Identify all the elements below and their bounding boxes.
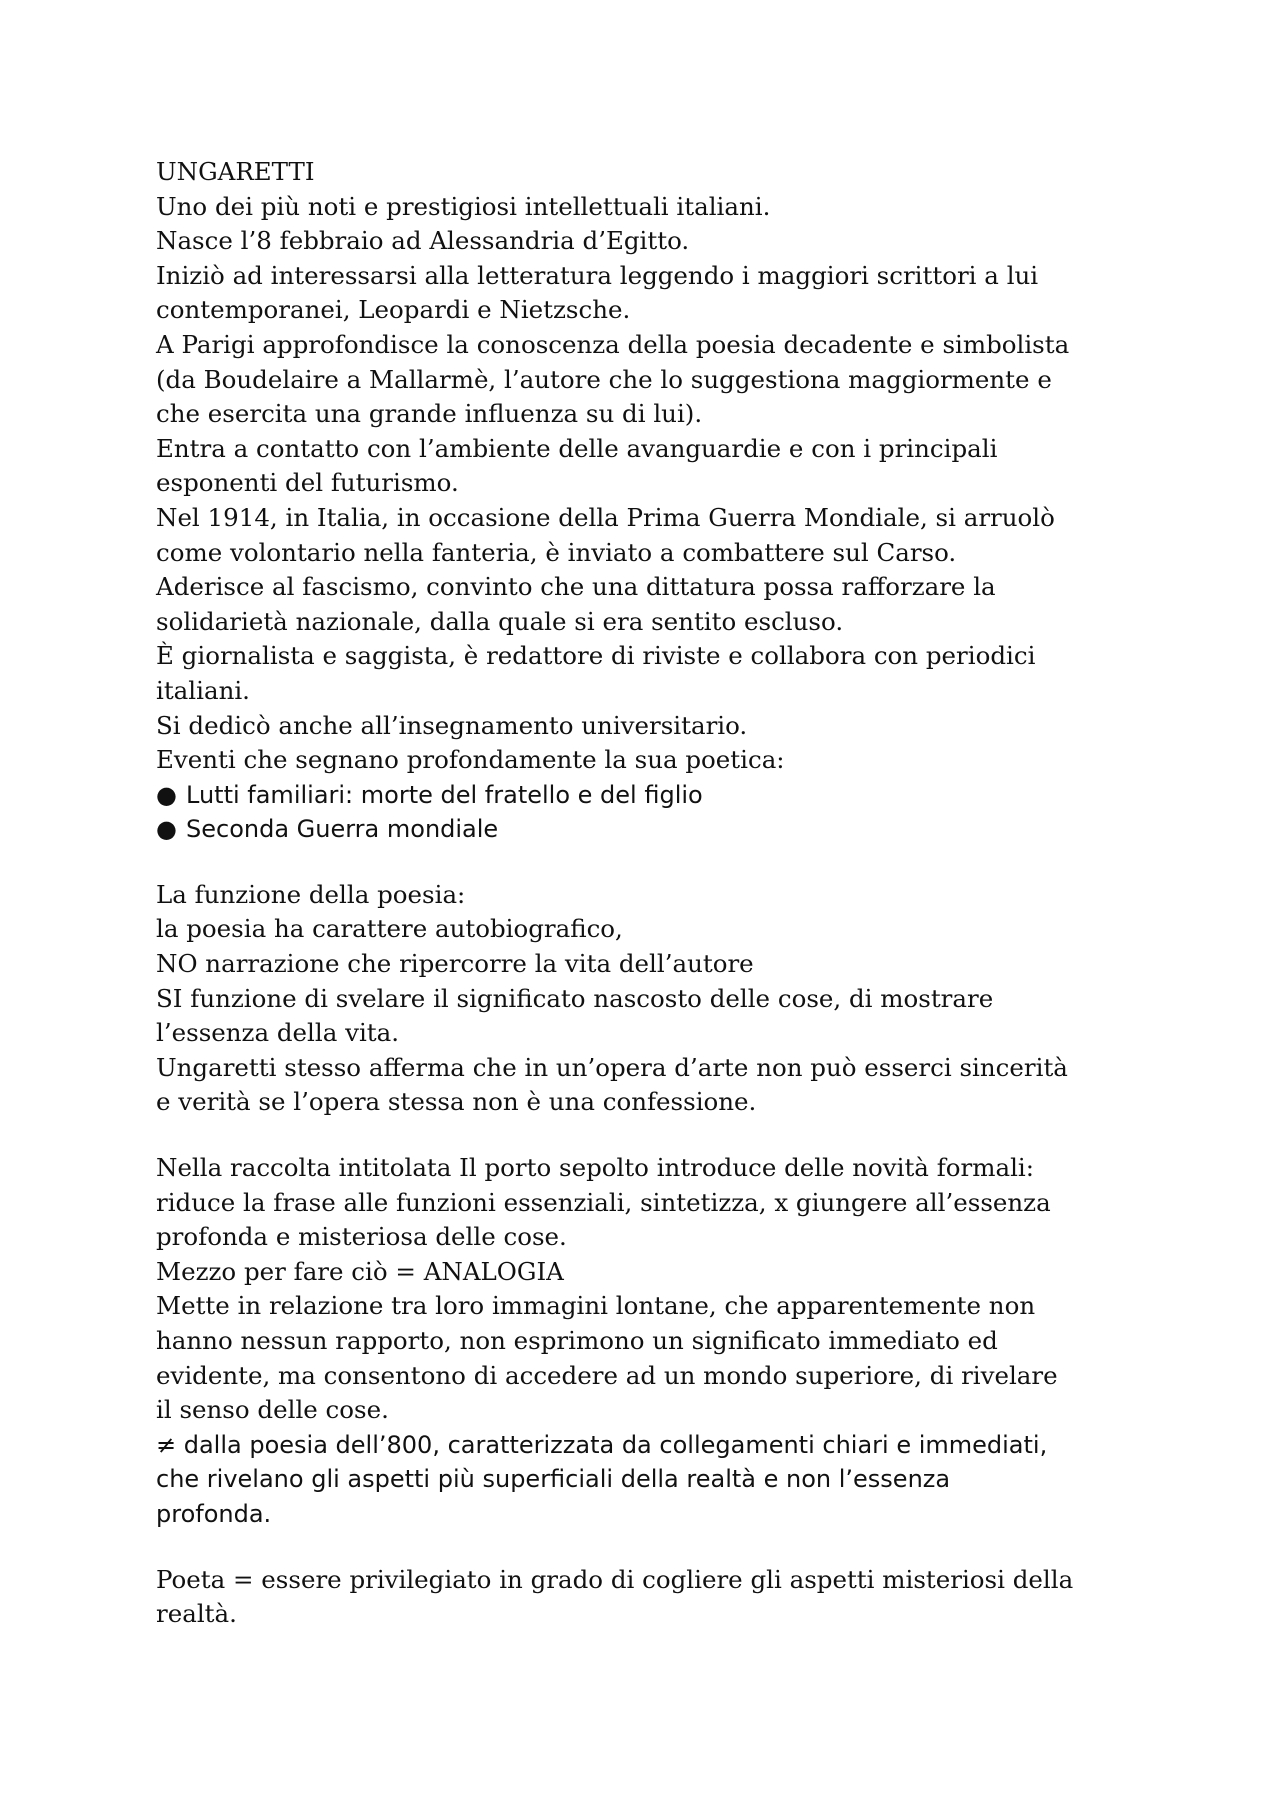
text-line: La funzione della poesia: <box>156 879 466 909</box>
text-line: Nella raccolta intitolata Il porto sepolto introduce delle novità formali: <box>156 1153 1034 1183</box>
text-line: hanno nessun rapporto, non esprimono un significato immediato ed <box>156 1326 998 1355</box>
bullet-text: Seconda Guerra mondiale <box>186 815 499 844</box>
bullet-icon: ● <box>156 780 177 809</box>
section-biography <box>156 155 1156 847</box>
text-line: esponenti del futurismo. <box>156 468 459 498</box>
text-line: il senso delle cose. <box>156 1395 389 1425</box>
document-page <box>156 155 1156 1632</box>
text-line: Iniziò ad interessarsi alla letteratura leggendo i maggiori scrittori a lui <box>156 260 1039 290</box>
paragraph-spacer <box>156 1120 1156 1151</box>
text-line: Nel 1914, in Italia, in occasione della Prima Guerra Mondiale, si arruolò <box>156 502 1055 532</box>
bullet-text: Lutti familiari: morte del fratello e del figlio <box>186 780 703 809</box>
bullet-item <box>156 812 1156 847</box>
text-line: Mezzo per fare ciò = ANALOGIA <box>156 1256 564 1286</box>
text-line: È giornalista e saggista, è redattore di riviste e collabora con periodici <box>156 641 1036 671</box>
bullet-item <box>156 778 1156 813</box>
bullet-icon: ● <box>156 815 177 844</box>
text-line: evidente, ma consentono di accedere ad un mondo superiore, di rivelare <box>156 1360 1058 1390</box>
text-line: che esercita una grande influenza su di lui). <box>156 399 703 429</box>
text-line: (da Boudelaire a Mallarmè, l’autore che lo suggestiona maggiormente e <box>156 364 1052 394</box>
section-poet <box>156 1563 1156 1632</box>
text-line: l’essenza della vita. <box>156 1018 400 1048</box>
text-line: Aderisce al fascismo, convinto che una dittatura possa rafforzare la <box>156 572 996 602</box>
text-line: italiani. <box>156 675 250 705</box>
text-line: Entra a contatto con l’ambiente delle avanguardie e con i principali <box>156 433 998 463</box>
text-line: Uno dei più noti e prestigiosi intellettuali italiani. <box>156 191 771 221</box>
text-line: SI funzione di svelare il significato nascosto delle cose, di mostrare <box>156 983 994 1013</box>
text-line: contemporanei, Leopardi e Nietzsche. <box>156 295 631 325</box>
text-line: NO narrazione che ripercorre la vita dell’autore <box>156 949 754 979</box>
text-line: realtà. <box>156 1599 237 1629</box>
paragraph-spacer <box>156 1532 1156 1563</box>
text-line: Poeta = essere privilegiato in grado di cogliere gli aspetti misteriosi della <box>156 1564 1074 1594</box>
text-line: Si dedicò anche all’insegnamento universitario. <box>156 710 748 740</box>
text-line: Nasce l’8 febbraio ad Alessandria d’Egitto. <box>156 226 690 256</box>
text-line-sans: profonda. <box>156 1499 272 1528</box>
text-line: profonda e misteriosa delle cose. <box>156 1222 567 1252</box>
text-line-sans: ≠ dalla poesia dell’800, caratterizzata da collegamenti chiari e immediati, <box>156 1430 1048 1459</box>
text-line-sans: che rivelano gli aspetti più superficiali della realtà e non l’essenza <box>156 1465 951 1494</box>
text-line: riduce la frase alle funzioni essenziali, sintetizza, x giungere all’essenza <box>156 1187 1051 1217</box>
text-line: solidarietà nazionale, dalla quale si era sentito escluso. <box>156 606 844 636</box>
text-line: come volontario nella fanteria, è inviato a combattere sul Carso. <box>156 537 957 567</box>
text-line: Mette in relazione tra loro immagini lontane, che apparentemente non <box>156 1291 1036 1321</box>
text-line: la poesia ha carattere autobiografico, <box>156 914 623 944</box>
text-line: e verità se l’opera stessa non è una confessione. <box>156 1087 757 1117</box>
text-line: A Parigi approfondisce la conoscenza della poesia decadente e simbolista <box>156 329 1070 359</box>
paragraph-spacer <box>156 847 1156 878</box>
document-title: UNGARETTI <box>156 157 315 186</box>
text-line: Ungaretti stesso afferma che in un’opera d’arte non può esserci sincerità <box>156 1052 1068 1082</box>
text-line: Eventi che segnano profondamente la sua poetica: <box>156 745 785 775</box>
section-function-of-poetry <box>156 878 1156 1120</box>
section-porto-sepolto <box>156 1151 1156 1532</box>
